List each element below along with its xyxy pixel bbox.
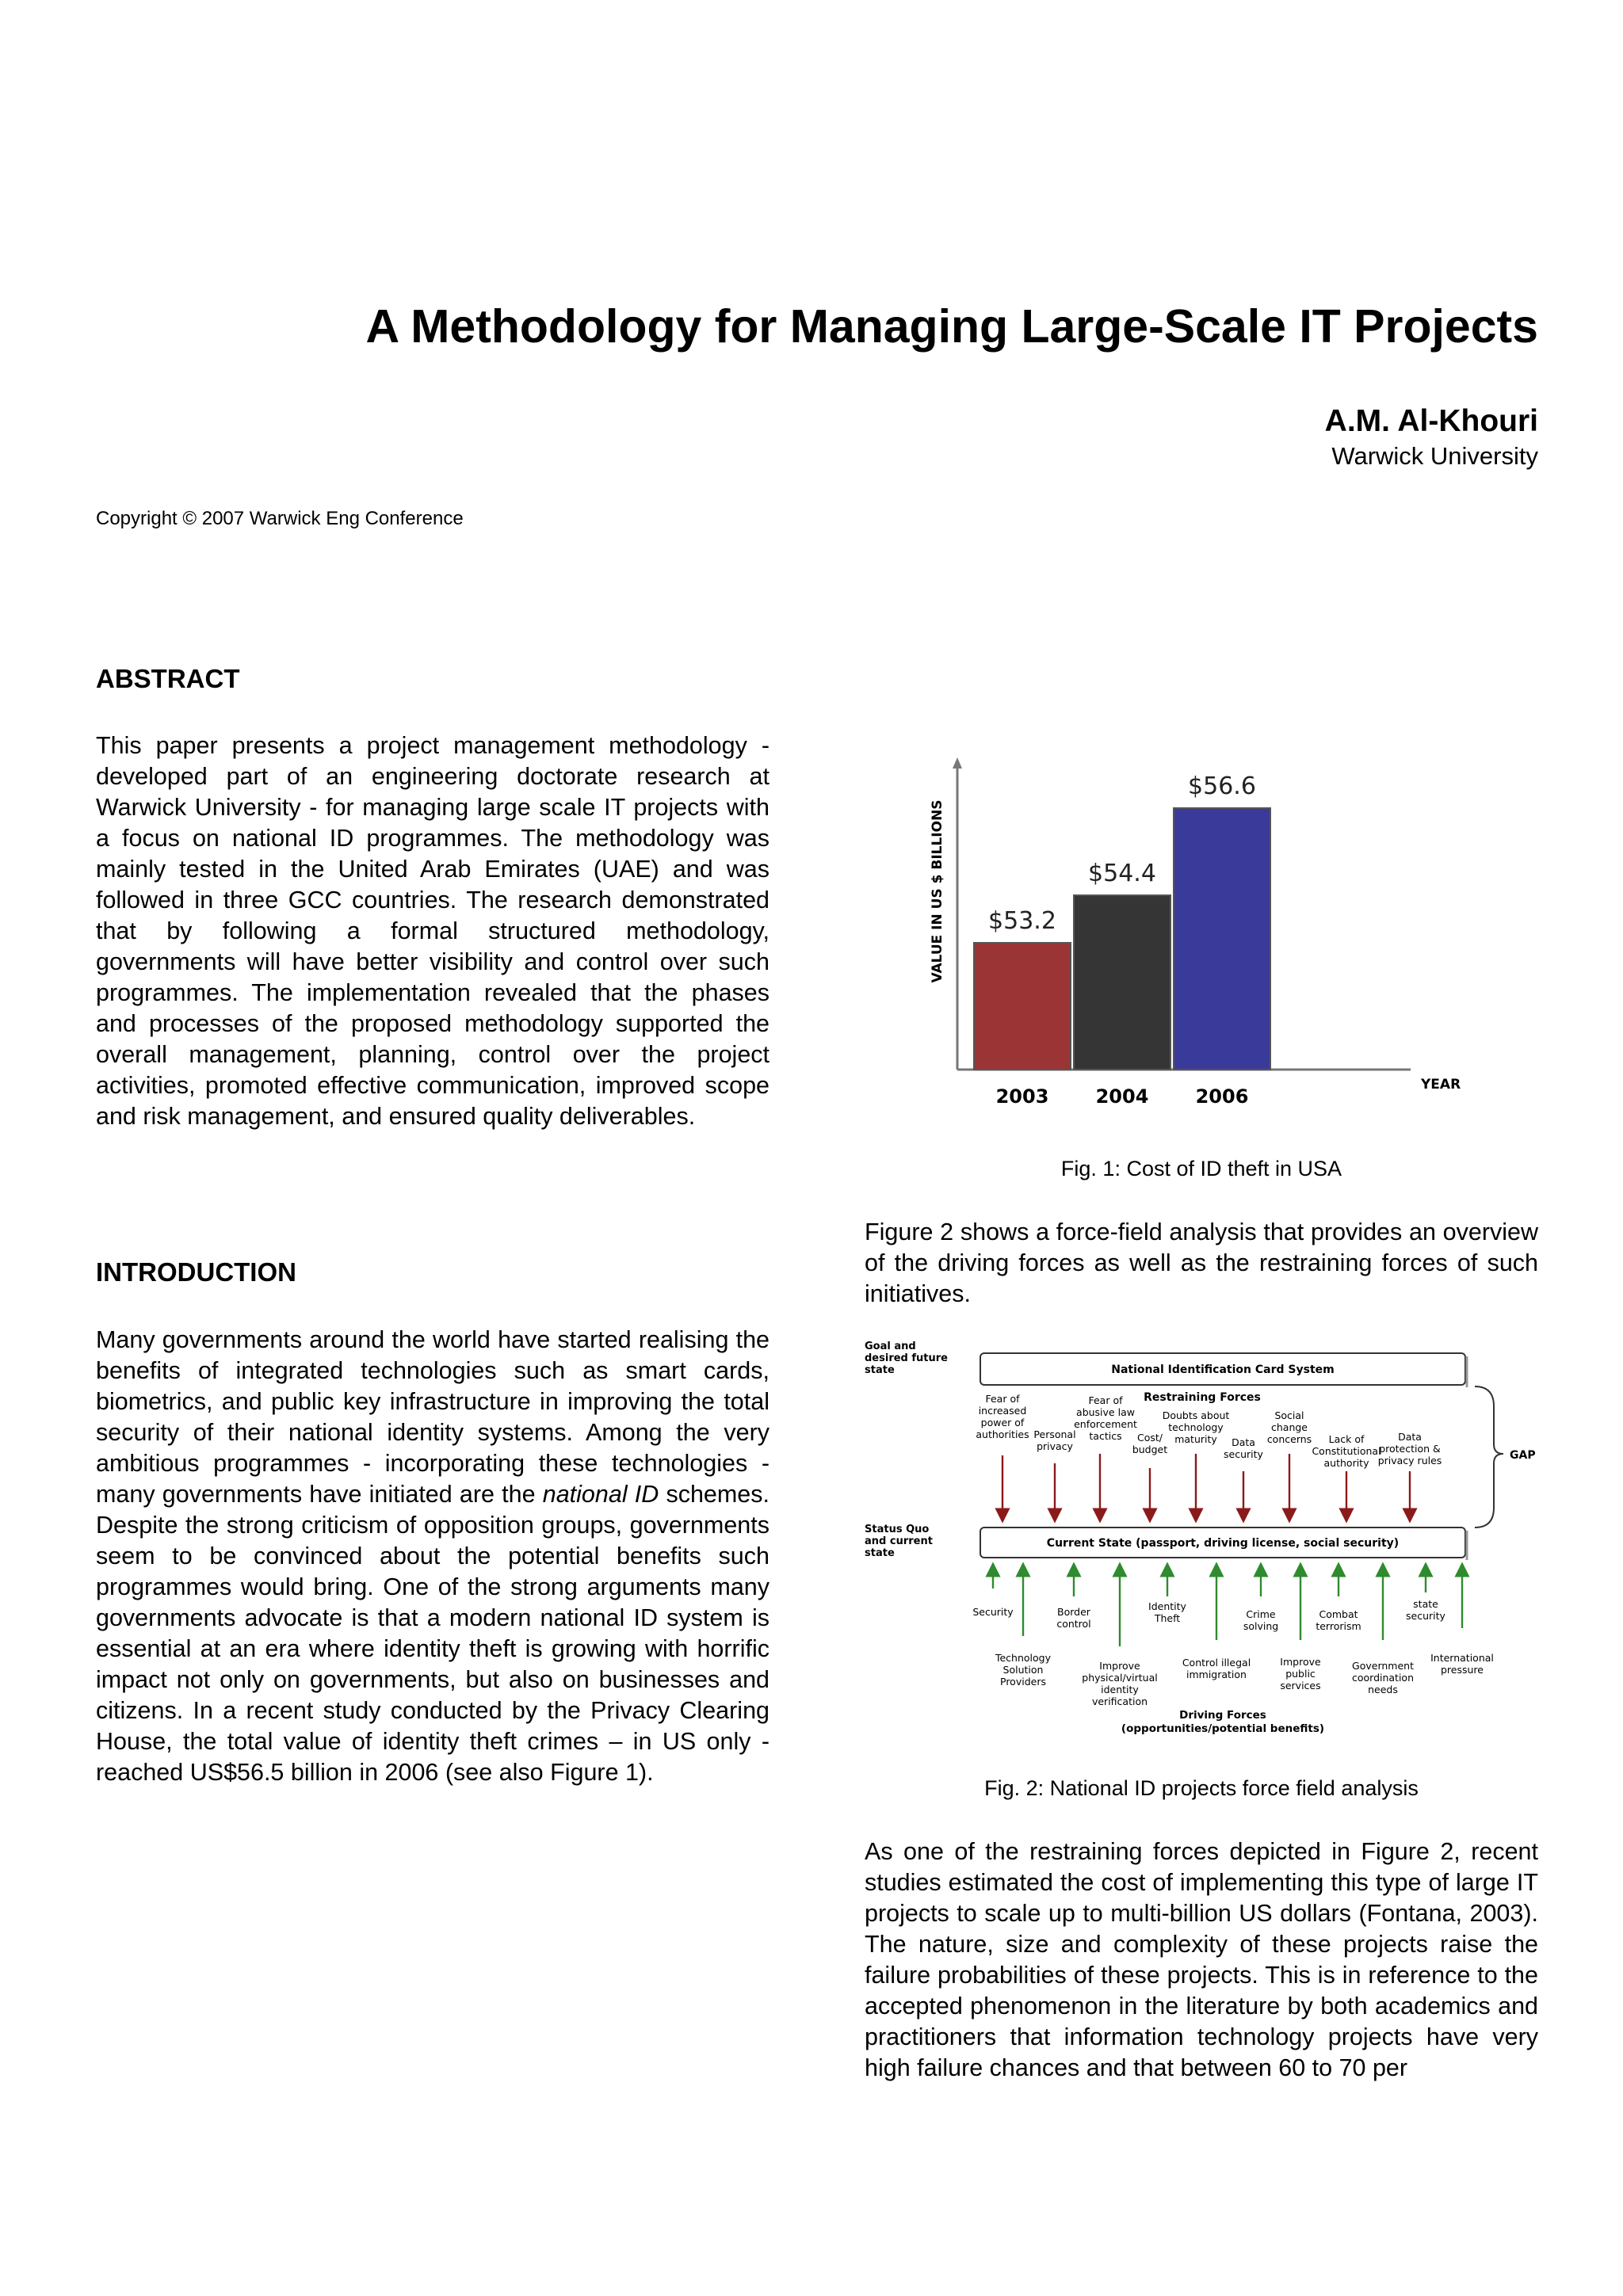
- gap-label: GAP: [1510, 1449, 1536, 1462]
- restraining-force-label: Personal privacy: [1033, 1428, 1076, 1452]
- restraining-force-label: Data protection & privacy rules: [1377, 1431, 1442, 1466]
- figure-2-force-field-diagram: [860, 1335, 1549, 1747]
- restraining-force-label: Lack of Constitutional authority: [1312, 1433, 1381, 1469]
- restraining-force-label: Fear of increased power of authorities: [976, 1393, 1029, 1440]
- restraining-force-label: Social change concerns: [1266, 1409, 1312, 1445]
- restraining-forces-paragraph: As one of the restraining forces depicted in Figure 2, recent studies estimated the cost of implementing this type of large IT projects to scale up to multi-billion US dollars (Fontana, 2003). The nature, size and complexity of these projects raise the failure probabilities of these projects. This is in reference to the accepted phenomenon in the literature by both academics and practitioners that information technology projects have very high failure chances and that between 60 to 70 per: [865, 1838, 1538, 2081]
- driving-force-label: Crime solving: [1243, 1608, 1279, 1632]
- driving-force-label: state security: [1406, 1598, 1445, 1622]
- y-axis-arrowhead: [953, 757, 962, 769]
- driving-force-label: Control illegal immigration: [1182, 1657, 1251, 1680]
- copyright-notice: Copyright © 2007 Warwick Eng Conference: [96, 508, 464, 529]
- goal-box-label: National Identification Card System: [1111, 1363, 1335, 1376]
- status-quo-label: Status Quo and current state: [865, 1524, 933, 1559]
- driving-force-label: Government coordination needs: [1351, 1660, 1415, 1695]
- data-label: $53.2: [988, 907, 1056, 935]
- abstract-heading: ABSTRACT: [96, 664, 240, 693]
- x-tick-label: 2003: [995, 1085, 1049, 1108]
- figure-2-caption: Fig. 2: National ID projects force field analysis: [984, 1776, 1419, 1800]
- restraining-force-label: Cost/ budget: [1132, 1432, 1168, 1455]
- bar: [1074, 895, 1170, 1070]
- bar: [1174, 808, 1270, 1070]
- figure-1-bar-chart: [911, 753, 1466, 1117]
- driving-force-label: Improve physical/virtual identity verification: [1082, 1660, 1158, 1707]
- paper-title: A Methodology for Managing Large-Scale IT Projects: [365, 300, 1538, 353]
- driving-force-label: Combat terrorism: [1316, 1608, 1361, 1632]
- x-axis-label: YEAR: [1421, 1077, 1461, 1093]
- gap-brace: [1475, 1386, 1503, 1527]
- driving-force-label: Security: [972, 1606, 1014, 1618]
- restraining-forces-title: Restraining Forces: [1144, 1391, 1261, 1404]
- restraining-force-label: Doubts about technology maturity: [1162, 1409, 1230, 1445]
- abstract-text: This paper presents a project management methodology - developed part of an engineering doctorate research at Warwick University - for managing large scale IT projects with a focus on national ID programmes. The methodology was mainly tested in the United Arab Emirates (UAE) and was followed in three GCC countries. The research demonstrated that by following a formal structured methodology, governments will have better visibility and control over such programmes. The implementation revealed that the phases and processes of the proposed methodology supported the overall management, planning, control over the project activities, promoted effective communication, improved scope and risk management, and ensured quality deliverables.: [96, 732, 769, 1130]
- x-tick-label: 2006: [1195, 1085, 1249, 1108]
- driving-force-label: Identity Theft: [1148, 1600, 1186, 1624]
- driving-forces-title: Driving Forces (opportunities/potential benefits): [1121, 1709, 1325, 1735]
- driving-force-label: International pressure: [1430, 1652, 1494, 1676]
- driving-force-label: Improve public services: [1280, 1656, 1321, 1691]
- intro-text-emphasis: national ID: [542, 1481, 659, 1508]
- intro-text-part-2: schemes. Despite the strong criticism of opposition groups, governments seem to be convinced about the potential benefits such programmes would bring. One of the strong arguments many governments advocate is that a modern national ID system is essential at an era where identity theft is growing with horrific impact not only on governments, but also on businesses and citizens. In a recent study conducted by the Privacy Clearing House, the total value of identity theft crimes – in US only - reached US$56.5 billion in 2006 (see also Figure 1).: [96, 1481, 769, 1786]
- figure-2-intro-paragraph: Figure 2 shows a force-field analysis that provides an overview of the driving forces as well as the restraining forces of such initiatives.: [865, 1219, 1538, 1307]
- intro-text-part-1: Many governments around the world have started realising the benefits of integrated technologies such as smart cards, biometrics, and public key infrastructure in improving the total security of their national identity systems. Among the very ambitious programmes - incorporating these technologies - many governments have initiated are the: [96, 1326, 769, 1508]
- restraining-force-label: Fear of abusive law enforcement tactics: [1074, 1394, 1137, 1442]
- goal-state-label: Goal and desired future state: [865, 1341, 948, 1376]
- author-affiliation: Warwick University: [1331, 442, 1538, 470]
- driving-force-label: Technology Solution Providers: [995, 1652, 1052, 1688]
- x-tick-label: 2004: [1095, 1085, 1149, 1108]
- introduction-heading: INTRODUCTION: [96, 1257, 296, 1287]
- bar: [974, 943, 1071, 1070]
- author-name: A.M. Al-Khouri: [1324, 404, 1538, 438]
- introduction-text: [96, 1325, 769, 1788]
- driving-force-label: Border control: [1056, 1606, 1091, 1630]
- data-label: $54.4: [1088, 860, 1156, 887]
- figure-1-caption: Fig. 1: Cost of ID theft in USA: [1060, 1157, 1342, 1180]
- data-label: $56.6: [1188, 772, 1256, 800]
- current-state-label: Current State (passport, driving license, social security): [1046, 1537, 1400, 1550]
- y-axis-label: VALUE IN US $ BILLIONS: [930, 799, 945, 983]
- restraining-force-label: Data security: [1224, 1436, 1263, 1460]
